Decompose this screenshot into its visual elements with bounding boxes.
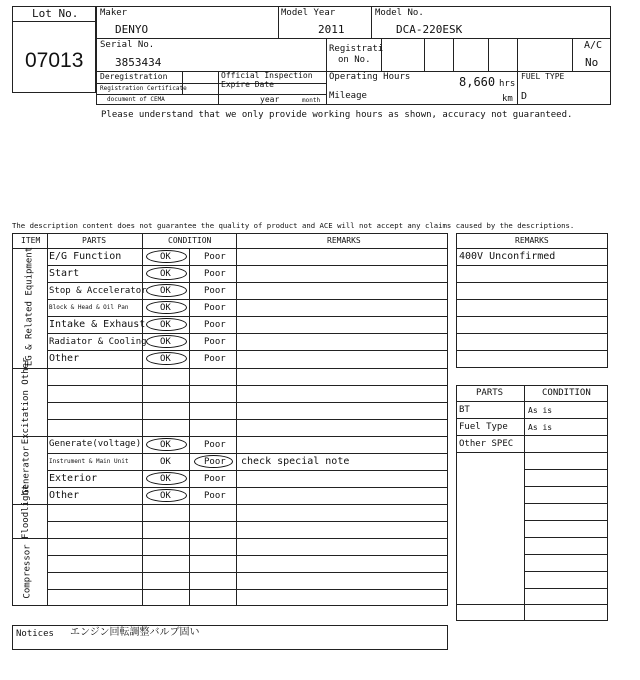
condition-poor: Poor (204, 457, 226, 467)
part-generator-other: Other (49, 490, 80, 501)
col-condition-header: CONDITION (168, 236, 212, 245)
model-year-label: Model Year (281, 8, 336, 18)
selected-condition-oval (146, 267, 187, 280)
condition-ok: OK (160, 474, 171, 484)
year-label: year (260, 95, 280, 104)
part-generate-voltage: Generate(voltage) (49, 439, 142, 449)
inspection-label-2: Expire Date (221, 80, 274, 89)
selected-condition-oval (146, 250, 187, 263)
condition-poor: Poor (204, 440, 226, 450)
condition-ok: OK (160, 491, 171, 501)
right-part-fuel-type: Fuel Type (459, 422, 508, 432)
operating-hours-value: 8,660 (459, 75, 496, 89)
condition-poor: Poor (204, 303, 226, 313)
hrs-unit: hrs (499, 79, 516, 89)
selected-condition-oval (194, 455, 233, 468)
lot-label: Lot No. (32, 7, 79, 20)
condition-poor: Poor (204, 286, 226, 296)
month-label: month (302, 97, 321, 104)
deregistration-label: Deregistration (100, 72, 168, 81)
col-item-header: ITEM (21, 236, 41, 245)
model-year-value: 2011 (318, 23, 345, 36)
condition-ok: OK (160, 320, 171, 330)
part-block-head-oil-pan: Block & Head & Oil Pan (49, 304, 129, 311)
mileage-label: Mileage (329, 91, 367, 101)
registration-label: Registrati (329, 44, 384, 54)
part-radiator-cooling: Radiator & Cooling (49, 337, 147, 347)
registration-certificate-label: Registration Certificate (100, 85, 187, 92)
km-unit: km (502, 94, 513, 104)
part-instrument-main-unit: Instrument & Main Unit (49, 458, 129, 465)
part-intake-exhaust: Intake & Exhaust (49, 319, 146, 330)
fuel-type-label: FUEL TYPE (521, 72, 565, 81)
condition-poor: Poor (204, 491, 226, 501)
part-other: Other (49, 353, 80, 364)
col-parts-header: PARTS (82, 236, 107, 245)
part-stop-accelerator: Stop & Accelerator (49, 286, 147, 296)
section-label-eg: EG & Related Equipment (24, 246, 35, 367)
selected-condition-oval (146, 301, 187, 314)
right-part-other-spec: Other SPEC (459, 439, 514, 449)
condition-ok: OK (160, 269, 171, 279)
section-label-compressor: Compressor (22, 544, 33, 599)
condition-ok: OK (160, 457, 171, 467)
condition-ok: OK (160, 252, 171, 262)
selected-condition-oval (146, 472, 187, 485)
cema-label: document of CEMA (107, 96, 165, 103)
part-start: Start (49, 268, 80, 279)
condition-poor: Poor (204, 252, 226, 262)
selected-condition-oval (146, 352, 187, 365)
condition-ok: OK (160, 337, 171, 347)
ac-value: No (585, 56, 599, 69)
condition-poor: Poor (204, 320, 226, 330)
section-label-excitation: Excitation Other (21, 357, 32, 445)
condition-poor: Poor (204, 474, 226, 484)
right-remarks-title: REMARKS (515, 236, 549, 245)
description-disclaimer: The description content does not guarantee the quality of product and ACE will not accept any claims caused by the descriptions. (12, 221, 575, 230)
model-no-value: DCA-220ESK (396, 23, 463, 36)
lot-number: 07013 (25, 49, 84, 72)
operating-hours-label: Operating Hours (329, 72, 411, 82)
right-condition-fuel-type: As is (528, 423, 553, 432)
serial-label: Serial No. (100, 40, 155, 50)
remark-instrument: check special note (241, 456, 350, 467)
ac-label: A/C (584, 40, 603, 51)
condition-ok: OK (160, 354, 171, 364)
right-condition-bt: As is (528, 406, 553, 415)
section-label-floodlight: Floodlight (21, 484, 32, 539)
inspection-label: Official Inspection (221, 71, 313, 80)
selected-condition-oval (146, 489, 187, 502)
right-remark-1: 400V Unconfirmed (459, 251, 556, 262)
registration-label-2: on No. (338, 55, 371, 65)
hours-disclaimer: Please understand that we only provide working hours as shown, accuracy not guaranteed. (101, 110, 573, 120)
condition-ok: OK (160, 440, 171, 450)
condition-poor: Poor (204, 354, 226, 364)
condition-ok: OK (160, 286, 171, 296)
col-remarks-header: REMARKS (327, 236, 361, 245)
part-exterior: Exterior (49, 473, 98, 484)
maker-value: DENYO (115, 23, 149, 36)
notices-label: Notices (16, 629, 54, 639)
condition-poor: Poor (204, 337, 226, 347)
notices-text: エンジン回転調整バルブ固い (70, 627, 200, 638)
right-parts-header: PARTS (476, 388, 504, 398)
condition-ok: OK (160, 303, 171, 313)
maker-label: Maker (100, 8, 128, 18)
section-label-generator: Generator (21, 446, 32, 495)
model-no-label: Model No. (375, 8, 424, 18)
serial-value: 3853434 (115, 56, 162, 69)
selected-condition-oval (146, 318, 187, 331)
right-part-bt: BT (459, 405, 470, 415)
condition-poor: Poor (204, 269, 226, 279)
selected-condition-oval (146, 335, 187, 348)
part-eg-function: E/G Function (49, 251, 122, 262)
fuel-type-value: D (521, 91, 528, 102)
selected-condition-oval (146, 438, 187, 451)
selected-condition-oval (146, 284, 187, 297)
right-condition-header: CONDITION (542, 388, 591, 398)
